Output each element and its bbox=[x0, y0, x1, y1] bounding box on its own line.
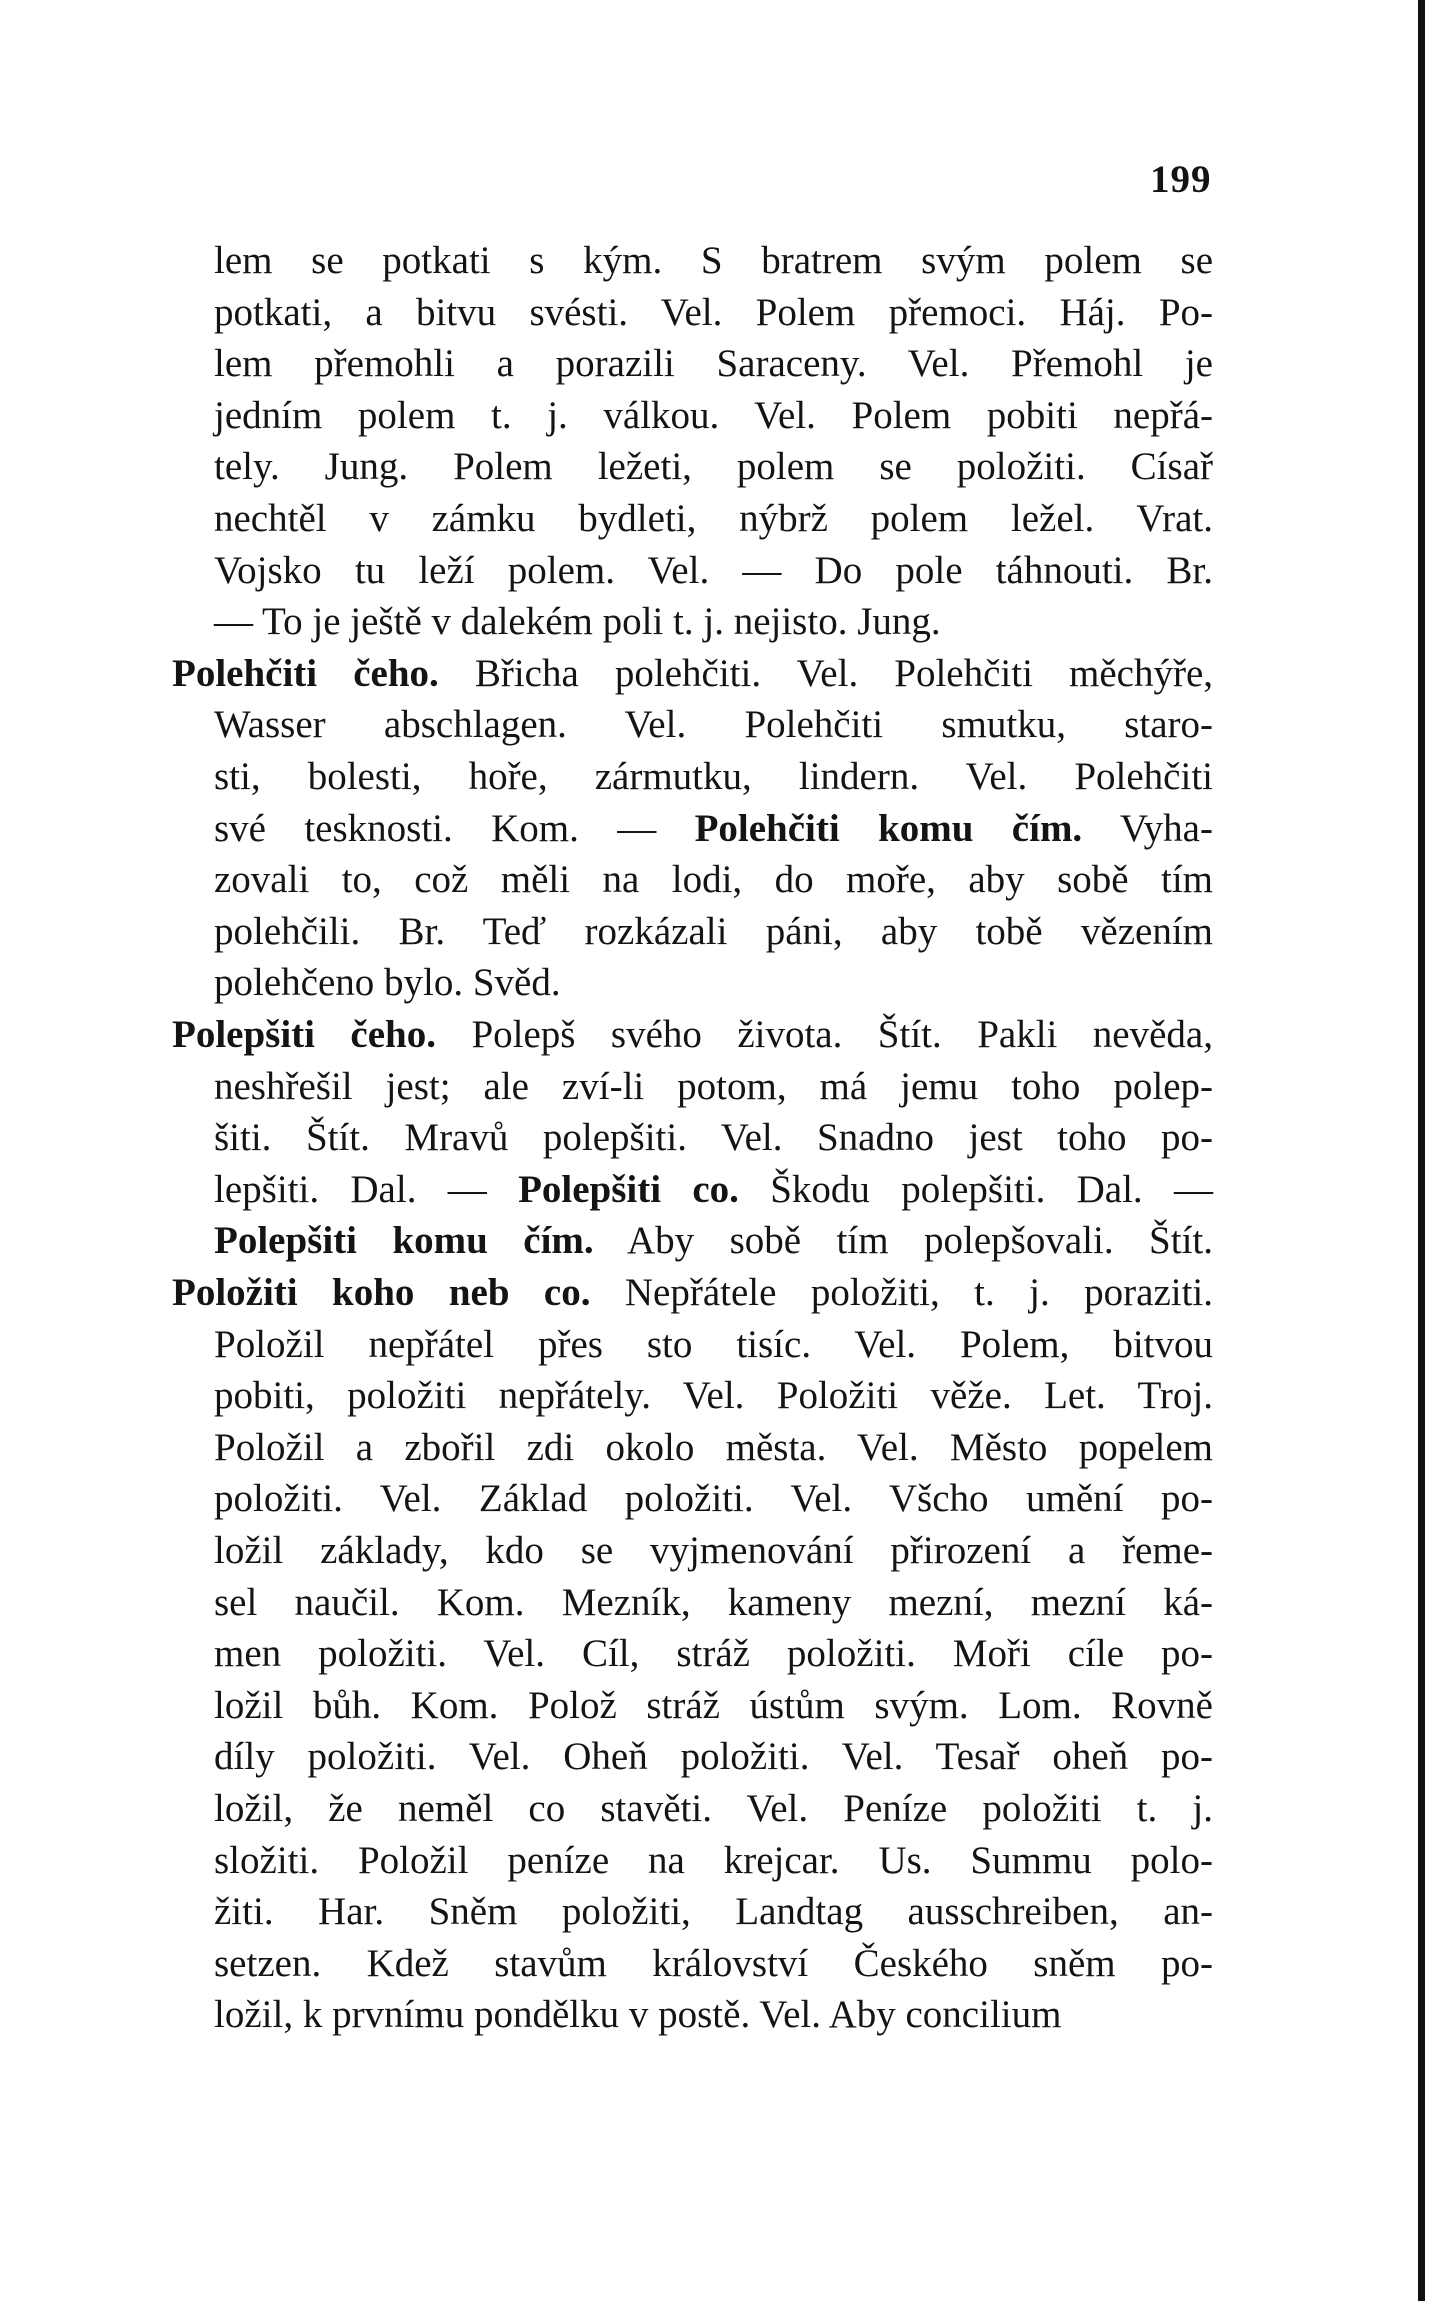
line-text: — To je ještě v dalekém poli t. j. nejisto. Jung. bbox=[214, 600, 941, 644]
text-line bbox=[214, 1320, 1213, 1370]
text-line bbox=[214, 1578, 1213, 1628]
text-line bbox=[214, 1629, 1213, 1679]
line-text: zovali to, což měli na lodi, do moře, aby sobě tím bbox=[214, 858, 1213, 902]
line-text: polehčeno bylo. Svěd. bbox=[214, 961, 561, 1005]
line-text: neshřešil jest; ale zví-li potom, má jemu toho polep- bbox=[214, 1064, 1213, 1108]
text-line bbox=[172, 1268, 1213, 1318]
line-text: ložil, že neměl co stavěti. Vel. Peníze položiti t. j. bbox=[214, 1787, 1213, 1830]
line-text: tely. Jung. Polem ležeti, polem se položiti. Císař bbox=[214, 445, 1213, 489]
line-text: díly položiti. Vel. Oheň položiti. Vel. Tesař oheň po- bbox=[214, 1735, 1213, 1779]
text-line bbox=[214, 288, 1213, 338]
line-text: Aby sobě tím polepšovali. Štít. bbox=[593, 1219, 1213, 1263]
line-text: potkati, a bitvu svésti. Vel. Polem přemoci. Háj. Po- bbox=[214, 290, 1213, 334]
line-text: lem přemohli a porazili Saraceny. Vel. Přemohl je bbox=[214, 342, 1213, 386]
text-line bbox=[214, 855, 1213, 905]
text-line bbox=[214, 1113, 1213, 1163]
headword: Polepšiti čeho. bbox=[172, 1013, 436, 1056]
line-text: nechtěl v zámku bydleti, nýbrž polem ležel. Vrat. bbox=[214, 497, 1213, 540]
line-text: položiti. Vel. Základ položiti. Vel. Všcho umění po- bbox=[214, 1477, 1213, 1521]
line-text: šiti. Štít. Mravů polepšiti. Vel. Snadno jest toho po- bbox=[214, 1116, 1213, 1160]
text-line bbox=[214, 597, 941, 647]
line-text: Břicha polehčiti. Vel. Polehčiti měchýře, bbox=[438, 651, 1213, 695]
text-line bbox=[214, 546, 1213, 596]
text-line bbox=[214, 752, 1213, 802]
line-text: Wasser abschlagen. Vel. Polehčiti smutku, staro- bbox=[214, 703, 1213, 747]
headword: Polehčiti komu čím. bbox=[694, 806, 1083, 850]
text-line bbox=[214, 700, 1213, 750]
text-line bbox=[214, 1681, 1213, 1731]
text-line bbox=[214, 1216, 1213, 1266]
line-text: setzen. Kdež stavům království Českého sněm po- bbox=[214, 1941, 1213, 1985]
text-line bbox=[214, 1474, 1213, 1524]
text-line bbox=[214, 494, 1213, 544]
page-edge-border bbox=[1418, 0, 1425, 2301]
text-line bbox=[214, 1939, 1213, 1989]
text-line bbox=[214, 391, 1213, 441]
text-line bbox=[214, 1371, 1213, 1421]
text-line bbox=[214, 958, 561, 1008]
text-line bbox=[214, 442, 1213, 492]
text-line bbox=[214, 804, 1213, 854]
line-text: ložil základy, kdo se vyjmenování přirození a řeme- bbox=[214, 1529, 1213, 1572]
line-text: Vyha- bbox=[1082, 806, 1213, 850]
line-text: Škodu polepšiti. Dal. — bbox=[738, 1167, 1213, 1211]
line-text: složiti. Položil peníze na krejcar. Us. Summu polo- bbox=[214, 1838, 1213, 1882]
line-text: lepšiti. Dal. — bbox=[214, 1167, 519, 1211]
headword: Polehčiti čeho. bbox=[172, 651, 439, 695]
text-line bbox=[214, 907, 1213, 957]
line-text: své tesknosti. Kom. — bbox=[214, 806, 695, 850]
text-line bbox=[172, 649, 1213, 699]
headword: Polepšiti co. bbox=[518, 1167, 739, 1211]
line-text: ložil, k prvnímu pondělku v postě. Vel. Aby concilium bbox=[214, 1993, 1062, 2037]
text-line bbox=[214, 339, 1213, 389]
line-text: Polepš svého života. Štít. Pakli nevěda, bbox=[436, 1013, 1213, 1056]
line-text: men položiti. Vel. Cíl, stráž položiti. Moři cíle po- bbox=[214, 1632, 1213, 1676]
text-line bbox=[214, 1732, 1213, 1782]
line-text: žiti. Har. Sněm položiti, Landtag ausschreiben, an- bbox=[214, 1890, 1213, 1934]
line-text: Položil a zbořil zdi okolo města. Vel. Město popelem bbox=[214, 1425, 1213, 1469]
text-line bbox=[214, 1526, 1213, 1576]
text-line bbox=[214, 1423, 1213, 1473]
line-text: sel naučil. Kom. Mezník, kameny mezní, mezní ká- bbox=[214, 1580, 1213, 1624]
line-text: lem se potkati s kým. S bratrem svým polem se bbox=[214, 239, 1213, 282]
line-text: Nepřátele položiti, t. j. poraziti. bbox=[590, 1271, 1214, 1314]
text-line bbox=[214, 1784, 1213, 1834]
line-text: jedním polem t. j. válkou. Vel. Polem pobiti nepřá- bbox=[214, 393, 1213, 437]
headword: Položiti koho neb co. bbox=[172, 1271, 591, 1314]
line-text: polehčili. Br. Teď rozkázali páni, aby tobě vězením bbox=[214, 909, 1213, 953]
text-line bbox=[214, 1887, 1213, 1937]
text-line bbox=[214, 236, 1213, 286]
line-text: pobiti, položiti nepřátely. Vel. Položiti věže. Let. Troj. bbox=[214, 1374, 1213, 1418]
line-text: sti, bolesti, hoře, zármutku, lindern. Vel. Polehčiti bbox=[214, 755, 1213, 798]
text-line bbox=[172, 1010, 1213, 1060]
headword: Polepšiti komu čím. bbox=[214, 1219, 594, 1263]
text-line bbox=[214, 1062, 1213, 1112]
page-number: 199 bbox=[1150, 158, 1212, 201]
line-text: Vojsko tu leží polem. Vel. — Do pole táhnouti. Br. bbox=[214, 548, 1213, 592]
text-line bbox=[214, 1836, 1213, 1886]
line-text: Položil nepřátel přes sto tisíc. Vel. Polem, bitvou bbox=[214, 1322, 1213, 1366]
text-line bbox=[214, 1990, 1061, 2040]
text-line bbox=[214, 1165, 1213, 1215]
line-text: ložil bůh. Kom. Polož stráž ústům svým. Lom. Rovně bbox=[214, 1683, 1213, 1727]
